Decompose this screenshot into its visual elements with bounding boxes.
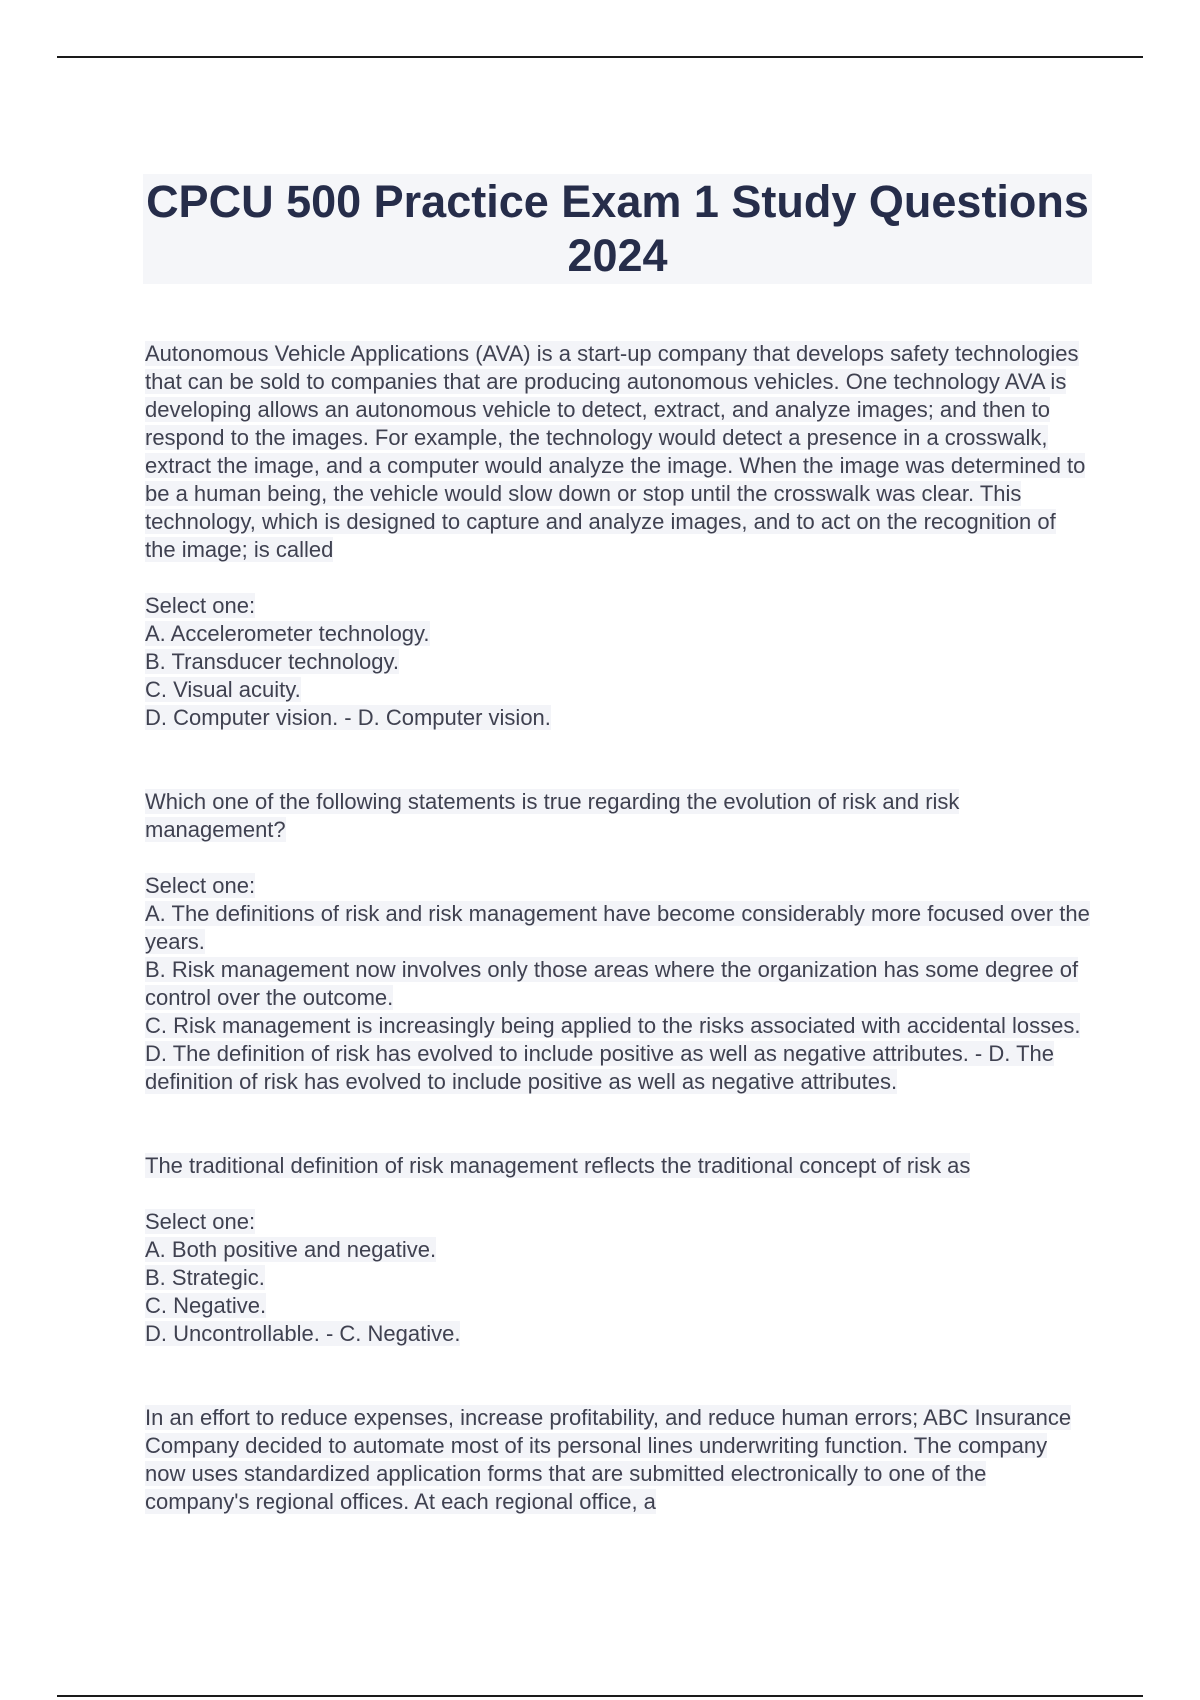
question-3 xyxy=(145,1124,1090,1348)
option-item: A. Both positive and negative. xyxy=(145,1237,437,1262)
title-banner xyxy=(143,174,1092,284)
option-item: B. Strategic. xyxy=(145,1265,265,1290)
option-item: A. Accelerometer technology. xyxy=(145,621,430,646)
option-item: C. Visual acuity. xyxy=(145,677,301,702)
option-item: C. Risk management is increasingly being applied to the risks associated with accidental losses. xyxy=(145,1013,1081,1038)
top-rule xyxy=(57,56,1143,58)
select-one-label: Select one: xyxy=(145,873,256,898)
option-item-answer: D. The definition of risk has evolved to include positive as well as negative attributes. - D. The definition of risk has evolved to include positive as well as negative attributes. xyxy=(145,1041,1054,1094)
question-3-options xyxy=(145,1208,1090,1348)
question-1-options xyxy=(145,592,1090,732)
question-4-stem: In an effort to reduce expenses, increase profitability, and reduce human errors; ABC Insurance Company decided to automate most of its personal lines underwriting function. The company now uses standardized application forms that are submitted electronically to one of the company's regional offices. At each regional office, a xyxy=(145,1405,1072,1514)
question-3-stem: The traditional definition of risk management reflects the traditional concept of risk as xyxy=(145,1153,971,1178)
document-body xyxy=(145,312,1090,1544)
option-item: A. The definitions of risk and risk management have become considerably more focused over the years. xyxy=(145,901,1090,954)
question-1-stem: Autonomous Vehicle Applications (AVA) is a start-up company that develops safety technologies that can be sold to companies that are producing autonomous vehicles. One technology AVA is developing allows an autonomous vehicle to detect, extract, and analyze images; and then to respond to the images. For example, the technology would detect a presence in a crosswalk, extract the image, and a computer would analyze the image. When the image was determined to be a human being, the vehicle would slow down or stop until the crosswalk was clear. This technology, which is designed to capture and analyze images, and to act on the recognition of the image; is called xyxy=(145,341,1086,562)
option-item: B. Risk management now involves only those areas where the organization has some degree of control over the outcome. xyxy=(145,957,1079,1010)
option-item-answer: D. Uncontrollable. - C. Negative. xyxy=(145,1321,461,1346)
question-1 xyxy=(145,312,1090,732)
option-item: C. Negative. xyxy=(145,1293,267,1318)
question-2-stem: Which one of the following statements is true regarding the evolution of risk and risk management? xyxy=(145,789,960,842)
bottom-rule xyxy=(57,1695,1143,1697)
select-one-label: Select one: xyxy=(145,1209,256,1234)
page-title: CPCU 500 Practice Exam 1 Study Questions 2024 xyxy=(146,176,1089,281)
question-2-options xyxy=(145,872,1090,1096)
question-2 xyxy=(145,760,1090,1096)
option-item-answer: D. Computer vision. - D. Computer vision. xyxy=(145,705,551,730)
select-one-label: Select one: xyxy=(145,593,256,618)
option-item: B. Transducer technology. xyxy=(145,649,399,674)
